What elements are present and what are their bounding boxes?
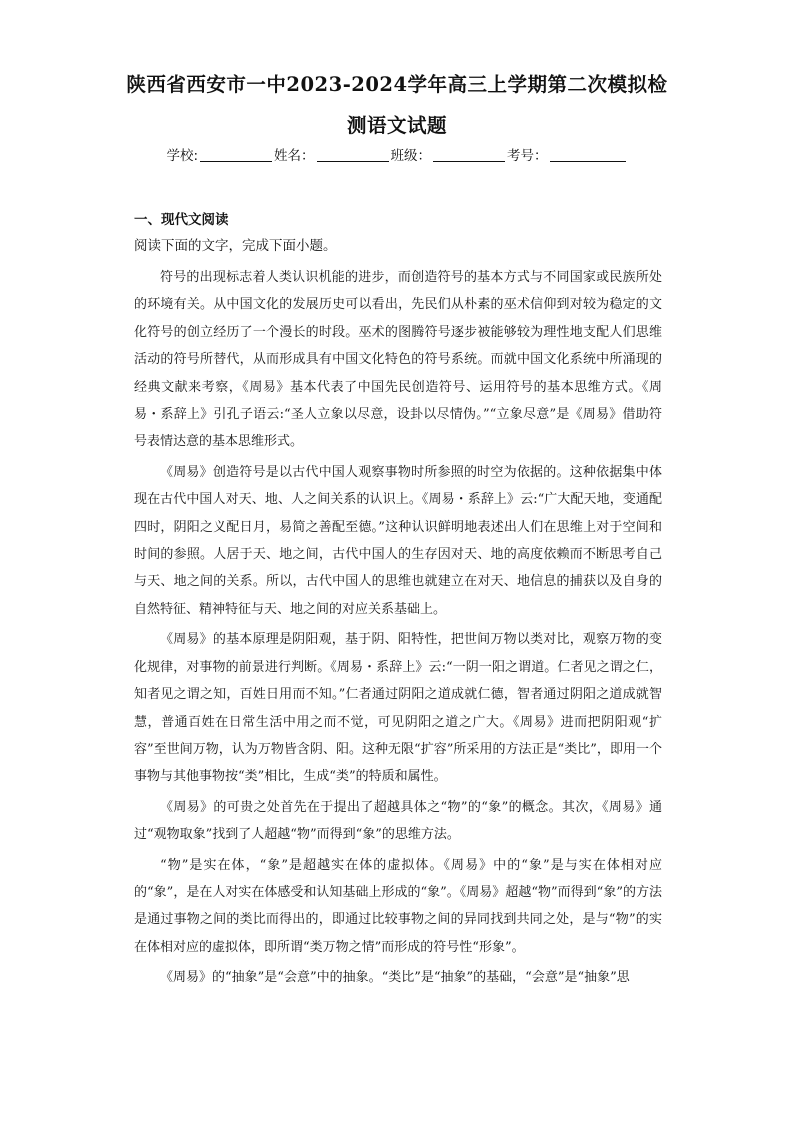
name-label: 姓名： bbox=[274, 148, 315, 164]
document-title-line-1: 陕西省西安市一中2023-2024学年高三上学期第二次模拟检 bbox=[126, 73, 668, 96]
reading-passage bbox=[134, 264, 662, 992]
passage-paragraph-5: “物”是实在体，“象”是超越实在体的虚拟体。《周易》中的“象”是与实在体相对应的“象”，是在人对实在体感受和认知基础上形成的“象”。《周易》超越“物”而得到“象”的方法是通过事物之间的类比而得出的，即通过比较事物之间的异同找到共同之处，是与“物”的实在体相对应的虚拟体，即所谓“类万物之情”而形成的符号性“形象”。 bbox=[134, 857, 662, 955]
exam-number-label: 考号： bbox=[507, 148, 548, 164]
passage-paragraph-4: 《周易》的可贵之处首先在于提出了超越具体之“物”的“象”的概念。其次，《周易》通过“观物取象”找到了人超越“物”而得到“象”的思维方法。 bbox=[134, 799, 662, 843]
exam-number-blank[interactable] bbox=[550, 147, 626, 162]
name-blank[interactable] bbox=[317, 147, 389, 162]
name-field bbox=[274, 144, 391, 164]
class-label: 班级： bbox=[390, 148, 432, 164]
class-field bbox=[391, 144, 508, 164]
exam-number-field bbox=[507, 144, 628, 164]
passage-paragraph-2: 《周易》创造符号是以古代中国人观察事物时所参照的时空为依据的。这种依据集中体现在古代中国人对天、地、人之间关系的认识上。《周易・系辞上》云:“广大配天地，变通配四时，阴阳之义配日月，易简之善配至德。”这种认识鲜明地表述出人们在思维上对于空间和时间的参照。人居于天、地之间，古代中国人的生存因对天、地的高度依赖而不断思考自己与天、地之间的关系。所以，古代中国人的思维也就建立在对天、地信息的捕获以及自身的自然特征、精神特征与天、地之间的对应关系基础上。 bbox=[134, 464, 662, 617]
school-blank[interactable] bbox=[200, 147, 272, 162]
section-heading: 一、现代文阅读 bbox=[134, 212, 229, 228]
reading-instruction: 阅读下面的文字，完成下面小题。 bbox=[134, 238, 337, 254]
passage-paragraph-6: 《周易》的“抽象”是“会意”中的抽象。“类比”是“抽象”的基础，“会意”是“抽象”思 bbox=[160, 970, 630, 986]
passage-paragraph-3: 《周易》的基本原理是阴阳观，基于阴、阳特性，把世间万物以类对比，观察万物的变化规律，对事物的前景进行判断。《周易・系辞上》云:“一阴一阳之谓道。仁者见之谓之仁，知者见之谓之知，百姓日用而不知。”仁者通过阴阳之道成就仁德，智者通过阴阳之道成就智慧，普通百姓在日常生活中用之而不觉，可见阴阳之道之广大。《周易》进而把阴阳观“扩容”至世间万物，认为万物皆含阴、阳。这种无限“扩容”所采用的方法正是“类比”，即用一个事物与其他事物按“类”相比，生成“类”的特质和属性。 bbox=[134, 632, 662, 785]
school-field bbox=[166, 144, 274, 164]
school-label: 学校: bbox=[166, 148, 199, 164]
class-blank[interactable] bbox=[433, 147, 505, 162]
document-title-line-2: 测语文试题 bbox=[346, 114, 447, 137]
student-info-line bbox=[0, 144, 794, 164]
passage-paragraph-1: 符号的出现标志着人类认识机能的进步，而创造符号的基本方式与不同国家或民族所处的环境有关。从中国文化的发展历史可以看出，先民们从朴素的巫术信仰到对较为稳定的文化符号的创立经历了一个漫长的时段。巫术的图腾符号逐步被能够较为理性地支配人们思维活动的符号所替代，从而形成具有中国文化特色的符号系统。而就中国文化系统中所涌现的经典文献来考察，《周易》基本代表了中国先民创造符号、运用符号的基本思维方式。《周易・系辞上》引孔子语云:“圣人立象以尽意，设卦以尽情伪。”“立象尽意”是《周易》借助符号表情达意的基本思维形式。 bbox=[134, 270, 662, 450]
